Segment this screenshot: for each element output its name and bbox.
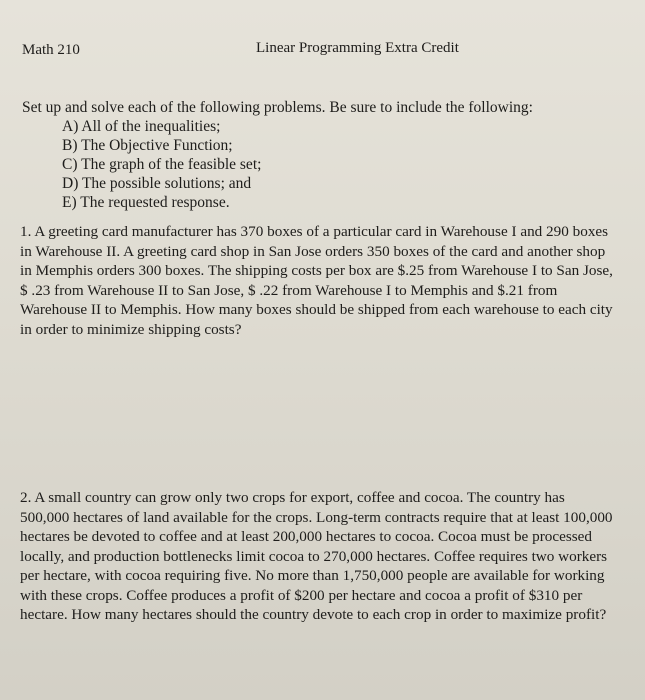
page-title: Linear Programming Extra Credit xyxy=(256,40,459,56)
instructions xyxy=(22,98,617,212)
requirement-item: A) All of the inequalities; xyxy=(62,118,221,135)
requirement-item: B) The Objective Function; xyxy=(62,137,233,154)
page-header xyxy=(22,42,615,66)
instructions-lead: Set up and solve each of the following problems. Be sure to include the following: xyxy=(22,99,533,116)
requirement-item: D) The possible solutions; and xyxy=(62,175,252,192)
requirements-list xyxy=(22,117,617,212)
requirement-item: C) The graph of the feasible set; xyxy=(62,156,262,173)
problem-2: 2. A small country can grow only two crops for export, coffee and cocoa. The country has 500,000 hectares of land available for the crops. Long-term contracts require that at least 100,000 hectares be devoted to coffee and at least 200,000 hectares to cocoa. Cocoa must be processed locally, and production bottlenecks limit cocoa to 270,000 hectares. Coffee requires two workers per hectare, with cocoa requiring five. No more than 1,750,000 people are available for working with these crops. Coffee produces a profit of $200 per hectare and cocoa a profit of $310 per hectare. How many hectares should the country devote to each crop in order to maximize profit? xyxy=(20,489,613,623)
problem-1: 1. A greeting card manufacturer has 370 boxes of a particular card in Warehouse I and 290 boxes in Warehouse II. A greeting card shop in San Jose orders 350 boxes of the card and another shop in Memphis orders 300 boxes. The shipping costs per box are $.25 from Warehouse I to San Jose, $ .23 from Warehouse II to San Jose, $ .22 from Warehouse I to Memphis and $.21 from Warehouse II to Memphis. How many boxes should be shipped from each warehouse to each city in order to minimize shipping costs? xyxy=(20,223,613,338)
requirement-item: E) The requested response. xyxy=(62,194,230,211)
course-label: Math 210 xyxy=(22,42,80,58)
